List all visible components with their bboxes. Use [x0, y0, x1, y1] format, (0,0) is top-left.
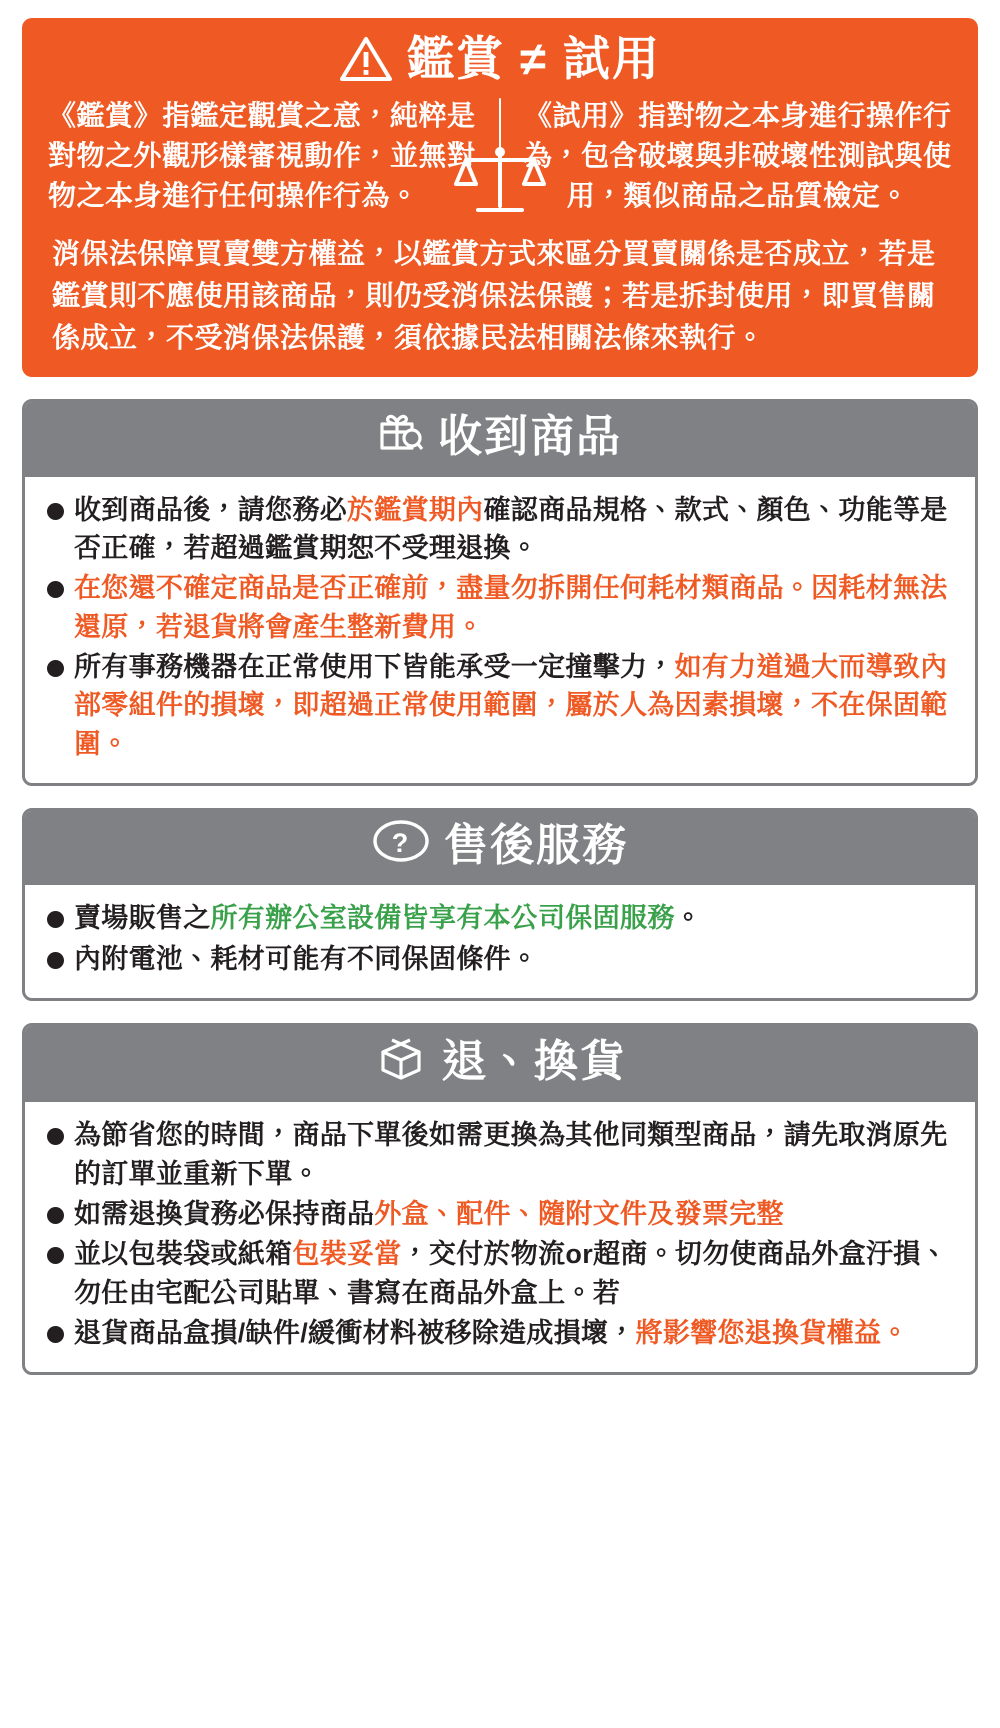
list-item [47, 940, 953, 978]
warning-triangle-icon [339, 36, 393, 82]
bullet-text-highlight: 在您還不確定商品是否正確前，盡量勿拆開任何耗材類商品。因耗材無法還原，若退貨將會產生整新費用。 [74, 573, 948, 642]
banner-title-row [22, 32, 978, 86]
bullet-text-part: 退貨商品盒損/缺件/緩衝材料被移除造成損壞， [74, 1318, 636, 1349]
section-after-sales-service [22, 808, 978, 1001]
bullet-dot-icon [47, 1128, 64, 1145]
appraisal-definition: 《鑑賞》指鑑定觀賞之意，純粹是對物之外觀形樣審視動作，並無對物之本身進行任何操作行為。 [48, 100, 476, 211]
list-item [47, 1195, 953, 1233]
bullet-text-highlight: 如有力道過大而導致內部零組件的損壞，即超過正常使用範圍，屬於人為因素損壞，不在保固範圍。 [74, 652, 948, 759]
bullet-text-part: 收到商品後，請您務必 [74, 494, 347, 525]
balance-scale-icon [452, 144, 548, 225]
section-title-return-exchange: 退、換貨 [442, 1037, 626, 1087]
svg-text:?: ? [391, 827, 411, 858]
bullet-dot-icon [47, 660, 64, 677]
bullet-dot-icon [47, 1247, 64, 1264]
section-received-goods [22, 399, 978, 786]
section-body-after-sales-service [25, 885, 975, 998]
section-header-after-sales-service [25, 811, 975, 885]
open-box-icon [374, 1034, 428, 1090]
list-item [47, 1235, 953, 1312]
bullet-text-part: 所有事務機器在正常使用下皆能承受一定撞擊力， [74, 652, 675, 682]
bullet-dot-icon [47, 503, 64, 520]
bullet-text-part: 賣場販售之 [74, 903, 211, 934]
banner-columns [22, 96, 978, 215]
bullet-text-part: 並以包裝袋或紙箱 [74, 1239, 293, 1270]
trial-definition: 《試用》指對物之本身進行操作行為，包含破壞與非破壞性測試與使用，類似商品之品質檢定。 [523, 100, 952, 211]
appraisal-vs-trial-banner [22, 18, 978, 377]
bullet-text-part: 確認商品規格、款式、顏色、功能等是否正確，若超過鑑賞期恕不受理退換。 [74, 494, 948, 564]
bullet-dot-icon [47, 952, 64, 969]
list-item [47, 1314, 953, 1352]
bullet-text-part: 內附電池、耗材可能有不同保固條件。 [74, 943, 539, 974]
question-mark-icon [372, 819, 430, 873]
bullet-text-highlight: 外盒、配件、隨附文件及發票完整 [374, 1199, 784, 1230]
bullet-text-highlight: 於鑑賞期內 [347, 494, 484, 525]
bullet-text-part: 為節省您的時間，商品下單後如需更換為其他同類型商品，請先取消原先的訂單並重新下單。 [74, 1120, 948, 1189]
bullet-dot-icon [47, 1326, 64, 1343]
bullet-dot-icon [47, 581, 64, 598]
section-return-exchange [22, 1023, 978, 1375]
bullet-text-highlight: 將影響您退換貨權益。 [635, 1318, 909, 1349]
section-body-return-exchange [25, 1102, 975, 1372]
list-item [47, 899, 953, 937]
bullet-text-part: 。 [674, 903, 702, 934]
bullet-dot-icon [47, 1207, 64, 1224]
section-title-after-sales-service: 售後服務 [444, 820, 628, 870]
section-body-received-goods [25, 477, 975, 783]
bullet-text-highlight: 所有辦公室設備皆享有本公司保固服務 [210, 903, 675, 934]
list-item [47, 569, 953, 646]
gift-search-icon [378, 410, 424, 464]
list-item [47, 491, 953, 568]
consumer-protection-note: 消保法保障買賣雙方權益，以鑑賞方式來區分買賣關係是否成立，若是鑑賞則不應使用該商品，則仍受消保法保護；若是拆封使用，即買售關係成立，不受消保法保護，須依據民法相關法條來執行。 [52, 238, 936, 354]
section-header-received-goods [25, 402, 975, 476]
bullet-text-part: 如需退換貨務必保持商品 [74, 1199, 375, 1230]
returns-policy-page [0, 18, 1000, 1728]
bullet-dot-icon [47, 911, 64, 928]
section-title-received-goods: 收到商品 [438, 412, 622, 462]
banner-title-text: 鑑賞 ≠ 試用 [407, 32, 661, 85]
bullet-text-part: ，交付於物流or超商。切勿使商品外盒汙損、勿任由宅配公司貼單、書寫在商品外盒上。若 [74, 1239, 948, 1308]
bullet-text-highlight: 包裝妥當 [292, 1239, 402, 1270]
list-item [47, 1116, 953, 1193]
list-item [47, 648, 953, 763]
section-header-return-exchange [25, 1026, 975, 1102]
